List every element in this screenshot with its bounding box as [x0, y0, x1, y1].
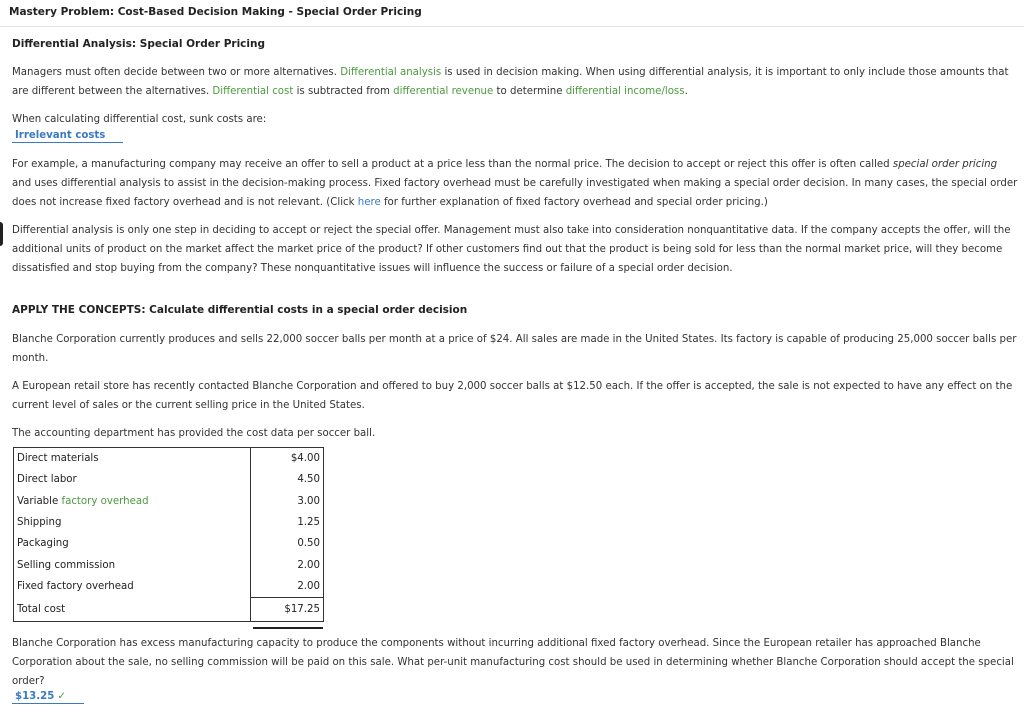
cost-label: Selling commission — [17, 559, 116, 571]
excess-capacity-question: Blanche Corporation has excess manufacturing capacity to produce the components without incurring additional fixed factory overhead. Since the European retailer has approached Blanche Corporation about the sale, no selling commission will be paid on this sale. What per-unit manufacturing cost should be used in determining whether Blanche Corporation should accept the special order? — [12, 638, 1014, 687]
sunk-costs-answer-select[interactable]: Irrelevant costs — [12, 130, 123, 143]
per-unit-cost-answer-input[interactable]: $13.25 ✓ — [12, 691, 84, 704]
section-heading-differential-analysis: Differential Analysis: Special Order Pricing — [12, 38, 265, 50]
cost-label: Fixed factory overhead — [17, 581, 134, 593]
cost-label: Shipping — [17, 517, 62, 529]
here-link[interactable]: here — [357, 197, 381, 208]
european-offer-paragraph: A European retail store has recently contacted Blanche Corporation and offered to buy 2,000 soccer balls at $12.50 each. If the offer is accepted, the sale is not expected to have any effect on the current level of sales or the current selling price in the United States. — [12, 381, 1013, 411]
intro-paragraph: Managers must often decide between two or more alternatives. Differential analysis is used in decision making. When using differential analysis, it is important to only include those amounts that are different between the alternatives. Differential cost is subtracted from differential revenue to determine differential income/loss. — [12, 67, 1009, 97]
term-differential-revenue[interactable]: differential revenue — [393, 86, 494, 97]
total-label: Total cost — [17, 603, 66, 615]
table-row — [14, 491, 324, 512]
term-differential-income[interactable]: differential income/loss — [565, 86, 685, 97]
special-order-paragraph: For example, a manufacturing company may receive an offer to sell a product at a price less than the normal price. The decision to accept or reject this offer is often called special order pricing and uses differential analysis to assist in the decision-making process. Fixed factory overhead must be carefully investigated when making a special order decision. In many cases, the special order does not increase fixed factory overhead and is not relevant. (Click here for further explanation of fixed factory overhead and special order pricing.) — [12, 159, 1018, 208]
cost-label: Direct labor — [17, 474, 77, 486]
blanche-intro-paragraph: Blanche Corporation currently produces and sells 22,000 soccer balls per month at a price of $24. All sales are made in the United States. Its factory is capable of producing 25,000 soccer balls per month. — [12, 334, 1017, 364]
correct-check-icon: ✓ — [57, 691, 66, 702]
question-sunk-costs: When calculating differential cost, sunk costs are: — [12, 114, 267, 125]
cost-amount: 1.25 — [251, 512, 324, 533]
table-row — [14, 554, 324, 575]
section-heading-apply-concepts: APPLY THE CONCEPTS: Calculate differential costs in a special order decision — [12, 304, 468, 316]
table-row — [14, 512, 324, 533]
cost-amount: 0.50 — [251, 533, 324, 554]
cost-amount: $4.00 — [251, 448, 324, 470]
term-differential-analysis[interactable]: Differential analysis — [340, 67, 442, 78]
accounting-note: The accounting department has provided the cost data per soccer ball. — [12, 428, 376, 439]
cost-table — [13, 447, 324, 622]
term-differential-cost[interactable]: Differential cost — [212, 86, 294, 97]
total-amount: $17.25 — [251, 598, 324, 622]
table-row — [14, 533, 324, 554]
cost-label: Packaging — [17, 538, 69, 550]
total-double-underline — [253, 627, 323, 629]
table-row — [14, 576, 324, 598]
total-row — [14, 598, 324, 622]
cost-amount: 4.50 — [251, 469, 324, 490]
page-title: Mastery Problem: Cost-Based Decision Making - Special Order Pricing — [9, 6, 422, 18]
nonquantitative-paragraph: Differential analysis is only one step in deciding to accept or reject the special offer. Management must also take into consideration nonquantitative data. If the company accepts the offer, will the additional units of product on the market affect the market price of the product? If other customers find out that the product is being sold for less than the normal market price, will they become dissatisfied and stop buying from the company? These nonquantitative issues will influence the success or failure of a special order decision. — [12, 225, 1011, 274]
left-edge-marker — [0, 222, 3, 246]
header-divider — [0, 26, 1024, 27]
table-row — [14, 448, 324, 470]
cost-amount: 2.00 — [251, 576, 324, 598]
cost-label: Variable factory overhead — [17, 495, 149, 507]
table-row — [14, 469, 324, 490]
cost-amount: 3.00 — [251, 491, 324, 512]
cost-amount: 2.00 — [251, 554, 324, 575]
cost-label: Direct materials — [17, 453, 99, 465]
term-factory-overhead[interactable]: factory overhead — [61, 495, 149, 507]
